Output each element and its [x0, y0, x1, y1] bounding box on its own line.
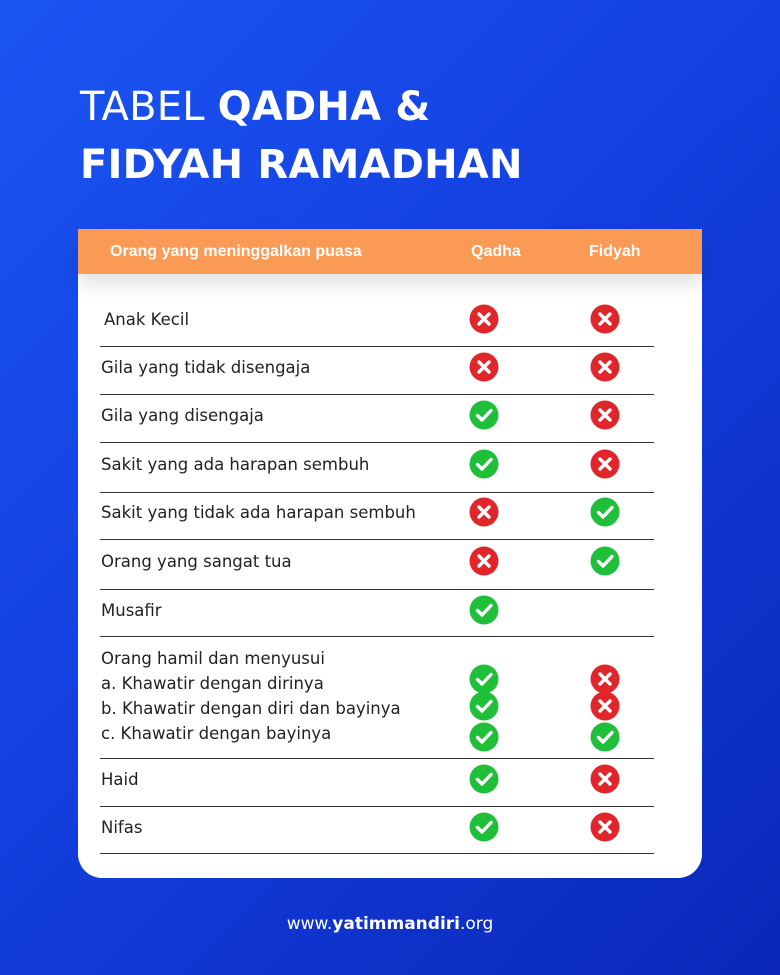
check-circle-icon	[469, 691, 499, 721]
title-line-2: FIDYAH RAMADHAN	[80, 142, 523, 188]
check-circle-icon	[469, 812, 499, 842]
cross-circle-icon	[590, 664, 620, 694]
row-label: Gila yang tidak disengaja	[101, 358, 311, 377]
cross-circle-icon	[469, 352, 499, 382]
check-circle-icon	[590, 546, 620, 576]
cross-circle-icon	[590, 400, 620, 430]
title-line-1	[80, 78, 523, 136]
row-label: Sakit yang ada harapan sembuh	[101, 455, 370, 474]
table-row	[100, 636, 654, 759]
url-prefix: www.	[286, 914, 333, 934]
page-title	[80, 78, 523, 194]
table-row	[100, 394, 654, 443]
check-circle-icon	[469, 764, 499, 794]
table-row	[100, 806, 654, 854]
row-subitem-label: b. Khawatir dengan diri dan bayinya	[101, 699, 401, 718]
header-person: Orang yang meninggalkan puasa	[110, 243, 362, 260]
check-circle-icon	[590, 722, 620, 752]
cross-circle-icon	[590, 764, 620, 794]
header-qadha: Qadha	[471, 243, 521, 260]
row-label: Nifas	[101, 817, 143, 837]
cross-circle-icon	[590, 449, 620, 479]
cross-circle-icon	[590, 352, 620, 382]
table-row	[100, 539, 654, 590]
row-label: Orang hamil dan menyusui	[101, 649, 325, 668]
table-row	[100, 491, 654, 540]
cross-circle-icon	[590, 812, 620, 842]
table-row	[100, 442, 654, 493]
row-label: Haid	[101, 770, 139, 789]
cross-circle-icon	[590, 304, 620, 334]
table-header	[78, 229, 702, 274]
cross-circle-icon	[469, 304, 499, 334]
title-bold-words: QADHA &	[217, 84, 431, 130]
row-label: Orang yang sangat tua	[101, 552, 292, 571]
row-subitem-label: a. Khawatir dengan dirinya	[101, 674, 324, 693]
row-label: Gila yang disengaja	[101, 406, 264, 425]
cross-circle-icon	[590, 691, 620, 721]
cross-circle-icon	[469, 546, 499, 576]
row-label: Anak Kecil	[104, 310, 190, 329]
check-circle-icon	[469, 449, 499, 479]
url-suffix: .org	[459, 914, 494, 934]
table-row	[100, 589, 654, 637]
row-label: Musafir	[101, 600, 162, 620]
check-circle-icon	[469, 664, 499, 694]
check-circle-icon	[469, 595, 499, 625]
title-light-word: TABEL	[80, 84, 205, 130]
website-url	[0, 914, 780, 934]
check-circle-icon	[590, 497, 620, 527]
check-circle-icon	[469, 722, 499, 752]
check-circle-icon	[469, 400, 499, 430]
row-subitem-label: c. Khawatir dengan bayinya	[101, 724, 332, 743]
table-row	[100, 758, 654, 807]
row-label: Sakit yang tidak ada harapan sembuh	[101, 503, 416, 522]
table-row	[100, 346, 654, 395]
url-brand: yatimmandiri	[332, 914, 460, 934]
cross-circle-icon	[469, 497, 499, 527]
header-fidyah: Fidyah	[589, 243, 641, 260]
table-row	[100, 298, 654, 347]
